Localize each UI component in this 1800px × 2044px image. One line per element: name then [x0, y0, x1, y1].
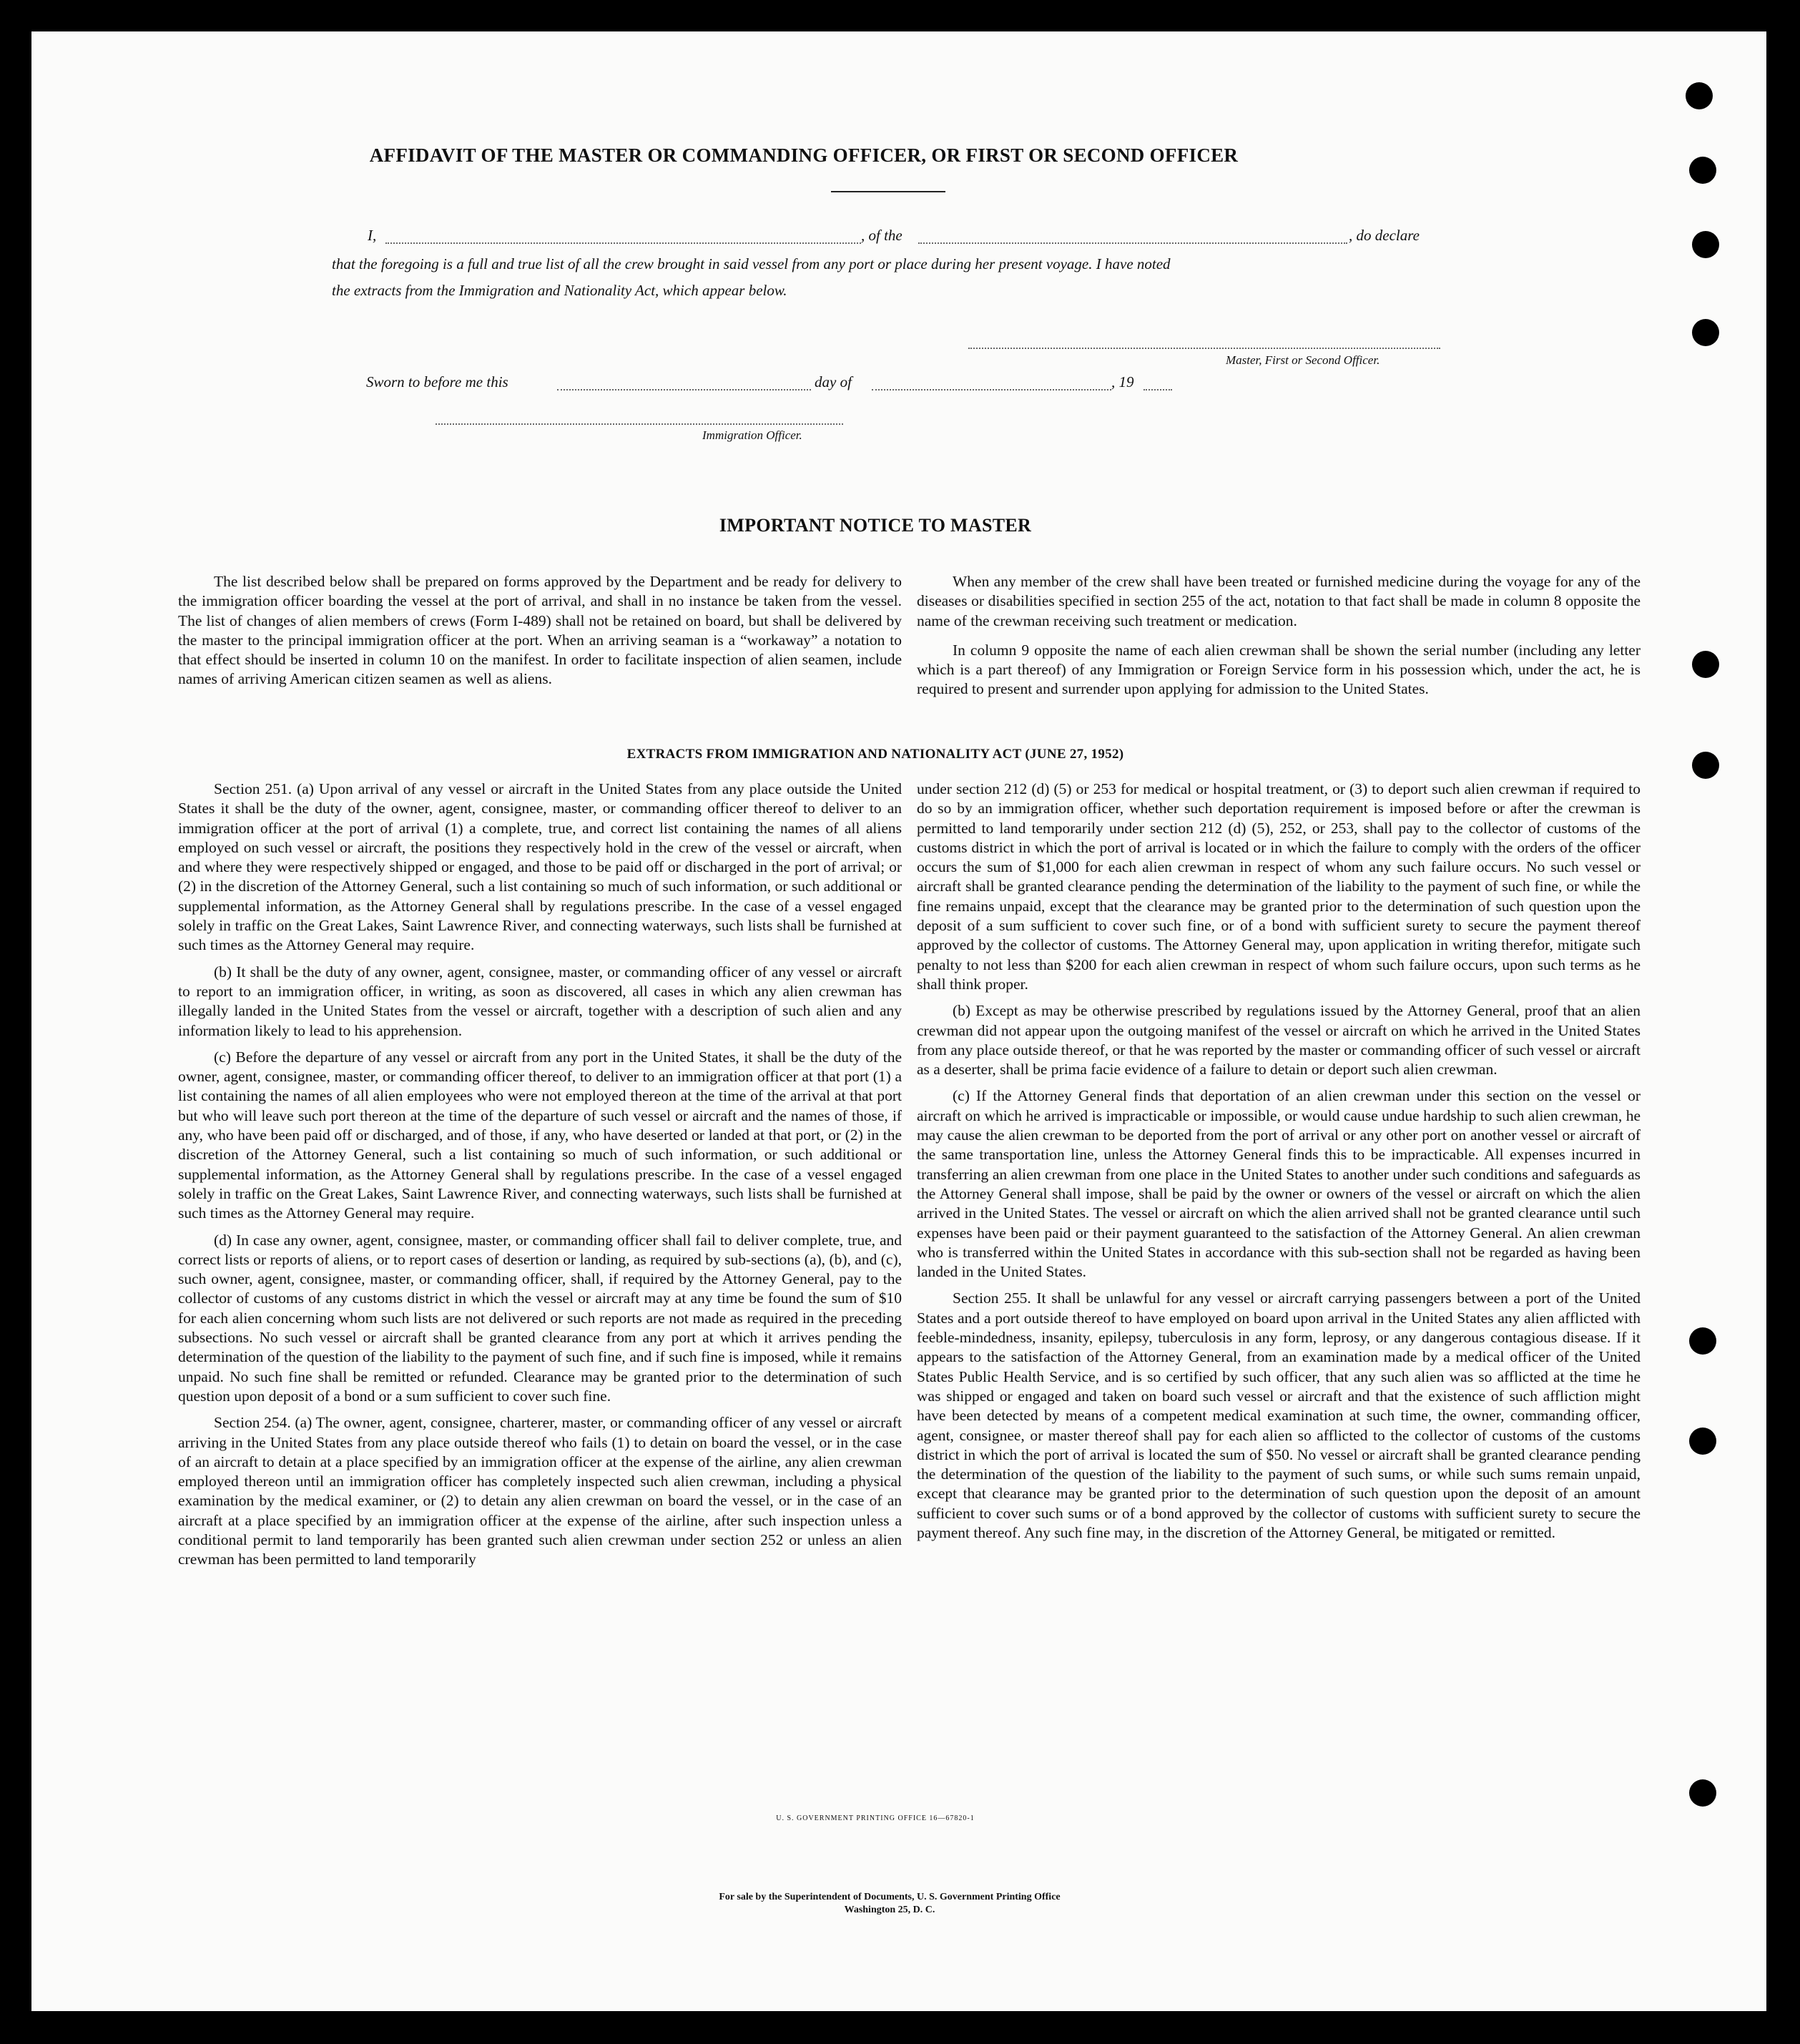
affidavit-declare: , do declare	[1349, 227, 1420, 244]
notice-paragraph: The list described below shall be prepared on forms approved by the Department and be ready for delivery to the immigration officer boarding the vessel at the port of arrival, and shall in no instance be taken from the vessel. The list of changes of alien members of crews (Form I-489) shall not be retained on board, but shall be delivered by the master to the principal immigration officer at the port. When an arriving seaman is a “workaway” a notation to that effect should be inserted in column 10 on the manifest. In order to facilitate inspection of alien seamen, include names of arriving American citizen seamen as well as aliens.	[178, 573, 902, 688]
act-section: (d) In case any owner, agent, consignee, master, or commanding officer shall fail to deliver complete, true, and correct lists or reports of aliens, or to report cases of desertion or landing, as required by sub-sections (a), (b), and (c), such owner, agent, consignee, master, or commanding officer, shall, if required by the Attorney General, pay to the collector of customs of any customs district in which the vessel or aircraft may at any time be found the sum of $10 for each alien concerning whom such lists are not delivered or such reports are not made as required in the preceding subsections. No such vessel or aircraft shall be granted clearance from any port at which it arrives pending the determination of the question of the liability to the payment of such fine, and if such fine is imposed, while it remains unpaid. No such fine shall be remitted or refunded. Clearance may be granted prior to the determination of such question upon deposit of a bond or a sum sufficient to cover such fine.	[178, 1231, 902, 1405]
punch-hole	[1689, 1428, 1716, 1455]
act-section: (b) It shall be the duty of any owner, agent, consignee, master, or commanding officer of any vessel or aircraft to report to an immigration officer, in writing, as soon as discovered, all cases in which any alien crewman has illegally landed in the United States from the vessel or aircraft, together with a description of such alien and any information likely to lead to his apprehension.	[178, 963, 902, 1039]
officer-signature-label: Immigration Officer.	[702, 428, 802, 442]
punch-hole	[1692, 651, 1719, 678]
act-section: (c) Before the departure of any vessel or aircraft from any port in the United States, it shall be the duty of the owner, agent, consignee, master, or commanding officer thereof, to deliver to an immigration officer at that port (1) a list containing the names of all alien employees who were not employed thereon at the time of the arrival at that port but who will leave such port thereon at the time of the departure of such vessel or aircraft and the names of those, if any, who have been paid off or discharged, and of those, if any, who have deserted or landed at that port, or (2) in the discretion of the Attorney General, such a list containing so much of such information, or such additional or supplemental information, as the Attorney General shall by regulations prescribe. In the case of a vessel engaged solely in traffic on the Great Lakes, Saint Lawrence River, and connecting waterways, such lists shall be furnished at such times as the Attorney General may require.	[178, 1048, 902, 1222]
affidavit-title: AFFIDAVIT OF THE MASTER OR COMMANDING OFFICER, OR FIRST OR SECOND OFFICER	[369, 144, 1239, 166]
master-signature-label: Master, First or Second Officer.	[1226, 353, 1380, 367]
punch-hole	[1692, 319, 1719, 346]
notice-paragraph: When any member of the crew shall have been treated or furnished medicine during the voyage for any of the diseases or disabilities specified in section 255 of the act, notation to that fact shall be made in column 8 opposite the name of the crewman receiving such treatment or medication.	[917, 573, 1641, 629]
year-label: , 19	[1111, 373, 1134, 390]
act-section-continued: under section 212 (d) (5) or 253 for medical or hospital treatment, or (3) to deport such alien crewman if required to do so by an immigration officer, whether such deportation requirement is imposed before or after the crewman is permitted to land temporarily under section 212 (d) (5), 252, or 253, shall pay to the collector of customs of the customs district in which the port of arrival is located or in which the failure to comply with the orders of the officer occurs the sum of $1,000 for each alien crewman in respect of whom any such failure occurs. No such vessel or aircraft shall be granted clearance pending the determination of the liability to the payment of such fine, or while the fine remains unpaid, except that the clearance may be granted prior to the determination of such question upon the deposit of a sum sufficient to cover such fine, or of a bond with sufficient surety to secure the payment thereof approved by the collector of customs. The Attorney General may, upon application in writing therefor, mitigate such penalty to not less than $200 for each alien crewman in respect of whom such failure occurs, upon such terms as he shall think proper.	[917, 780, 1641, 993]
act-section: (c) If the Attorney General finds that deportation of an alien crewman under this section on the vessel or aircraft on which he arrived is impracticable or impossible, or would cause undue hardship to such alien crewman, he may cause the alien crewman to be deported from the port of arrival or any other port on another vessel or aircraft of the same transportation line, unless the Attorney General finds this to be impracticable. All expenses incurred in transferring an alien crewman from one place in the United States to another under such conditions and safeguards as the Attorney General shall impose, shall be paid by the owner or owners of the vessel or aircraft on which the alien arrived in the United States. The vessel or aircraft on which the alien arrived shall not be granted clearance until such expenses have been paid or their payment guaranteed to the satisfaction of the Attorney General. An alien crewman who is transferred within the United States in accordance with this sub-section shall not be regarded as having been landed in the United States.	[917, 1087, 1641, 1281]
extracts-right-column	[917, 780, 1641, 1543]
sworn-label: Sworn to before me this	[366, 373, 508, 390]
affidavit-of-the: , of the	[861, 227, 903, 244]
act-section: (b) Except as may be otherwise prescribed by regulations issued by the Attorney General, proof that an alien crewman did not appear upon the outgoing manifest of the vessel or aircraft on which he arrived in the United States from any place outside thereof, or that he was reported by the master or commanding officer of such vessel or aircraft as a deserter, shall be prima facie evidence of a failure to detain or deport such alien crewman.	[917, 1002, 1641, 1078]
sale-notice	[532, 1891, 1247, 1917]
form-page	[31, 31, 1766, 2011]
act-section: Section 255. It shall be unlawful for any vessel or aircraft carrying passengers between a port of the United States and a port outside thereof to have employed on board upon arrival in the United States any alien afflicted with feeble-mindedness, insanity, epilepsy, tuberculosis in any form, leprosy, or any dangerous contagious disease. If it appears to the satisfaction of the Attorney General, from an examination made by a medical officer of the United States Public Health Service, and is so certified by such officer, that any such alien was so afflicted at the time he was shipped or engaged and taken on board such vessel or aircraft and that the existence of such affliction might have been detected by means of a competent medical examination at such time, the owner, commanding officer, agent, consignee, or master thereof shall pay for each alien so afflicted to the collector of customs of the customs district in which the port of arrival is located the sum of $50. No vessel or aircraft shall be granted clearance pending the determination of the question of the liability to the payment of such sums, or while such sums remain unpaid, except that clearance may be granted prior to the determination of such question upon the deposit of an amount sufficient to cover such sums or of a bond approved by the collector of customs with sufficient surety to secure the payment thereof. Any such fine may, in the discretion of the Attorney General, be mitigated or remitted.	[917, 1289, 1641, 1541]
name-line[interactable]	[385, 242, 861, 244]
notice-title: IMPORTANT NOTICE TO MASTER	[719, 515, 1032, 536]
notice-left-column	[178, 572, 902, 689]
extracts-left-column	[178, 780, 902, 1570]
punch-hole	[1689, 157, 1716, 184]
punch-hole	[1692, 231, 1719, 258]
master-signature-line[interactable]	[968, 348, 1440, 349]
vessel-line[interactable]	[918, 242, 1347, 244]
sworn-year-line[interactable]	[1144, 389, 1172, 390]
punch-hole	[1689, 1779, 1716, 1807]
extracts-title: EXTRACTS FROM IMMIGRATION AND NATIONALITY ACT (JUNE 27, 1952)	[626, 747, 1124, 762]
affidavit-i: I,	[368, 227, 377, 244]
sworn-day-line[interactable]	[557, 389, 811, 390]
punch-hole	[1689, 1327, 1716, 1355]
officer-signature-line[interactable]	[436, 423, 843, 425]
affidavit-statement: that the foregoing is a full and true list of all the crew brought in said vessel from any port or place during her present voyage. I have noted	[332, 255, 1171, 272]
sale-line: Washington 25, D. C.	[844, 1905, 935, 1915]
sworn-month-line[interactable]	[872, 389, 1111, 390]
notice-right-column	[917, 572, 1641, 699]
punch-hole	[1692, 752, 1719, 779]
act-section: Section 251. (a) Upon arrival of any vessel or aircraft in the United States from any place outside the United States it shall be the duty of the owner, agent, consignee, master, or commanding officer thereof to deliver to an immigration officer at the port of arrival (1) a complete, true, and correct list containing the names of all aliens employed on such vessel or aircraft, the positions they respectively hold in the crew of the vessel or aircraft, when and where they were respectively shipped or engaged, and those to be paid off or discharged in the port of arrival; or (2) in the discretion of the Attorney General, such a list containing so much of such information, or such additional or supplemental information, as the Attorney General shall by regulations prescribe. In the case of a vessel engaged solely in traffic on the Great Lakes, Saint Lawrence River, and connecting waterways, such lists shall be furnished at such times as the Attorney General may require.	[178, 780, 902, 954]
act-section: Section 254. (a) The owner, agent, consignee, charterer, master, or commanding officer of any vessel or aircraft arriving in the United States from any place outside thereof who fails (1) to detain on board the vessel, or in the case of an aircraft to detain at a place specified by an immigration officer at the expense of the airline, any alien crewman employed thereon until an immigration officer has completely inspected such alien crewman, including a physical examination by the medical examiner, or (2) to detain any alien crewman on board the vessel, or in the case of an aircraft at a place specified by an immigration officer at the expense of the airline, after such inspection unless a conditional permit to land temporarily has been granted such alien crewman under section 252 or unless an alien crewman has been permitted to land temporarily	[178, 1414, 902, 1568]
title-rule	[831, 191, 945, 192]
day-of-label: day of	[815, 373, 852, 390]
sale-line: For sale by the Superintendent of Documents, U. S. Government Printing Office	[719, 1892, 1061, 1902]
affidavit-extracts-note: the extracts from the Immigration and Nationality Act, which appear below.	[332, 282, 787, 299]
printer-imprint: U. S. GOVERNMENT PRINTING OFFICE 16—67820-1	[776, 1814, 975, 1822]
punch-hole	[1686, 82, 1713, 109]
notice-paragraph: In column 9 opposite the name of each alien crewman shall be shown the serial number (including any letter which is a part thereof) of any Immigration or Foreign Service form in his possession which, under the act, he is required to present and surrender upon applying for admission to the United States.	[917, 641, 1641, 698]
